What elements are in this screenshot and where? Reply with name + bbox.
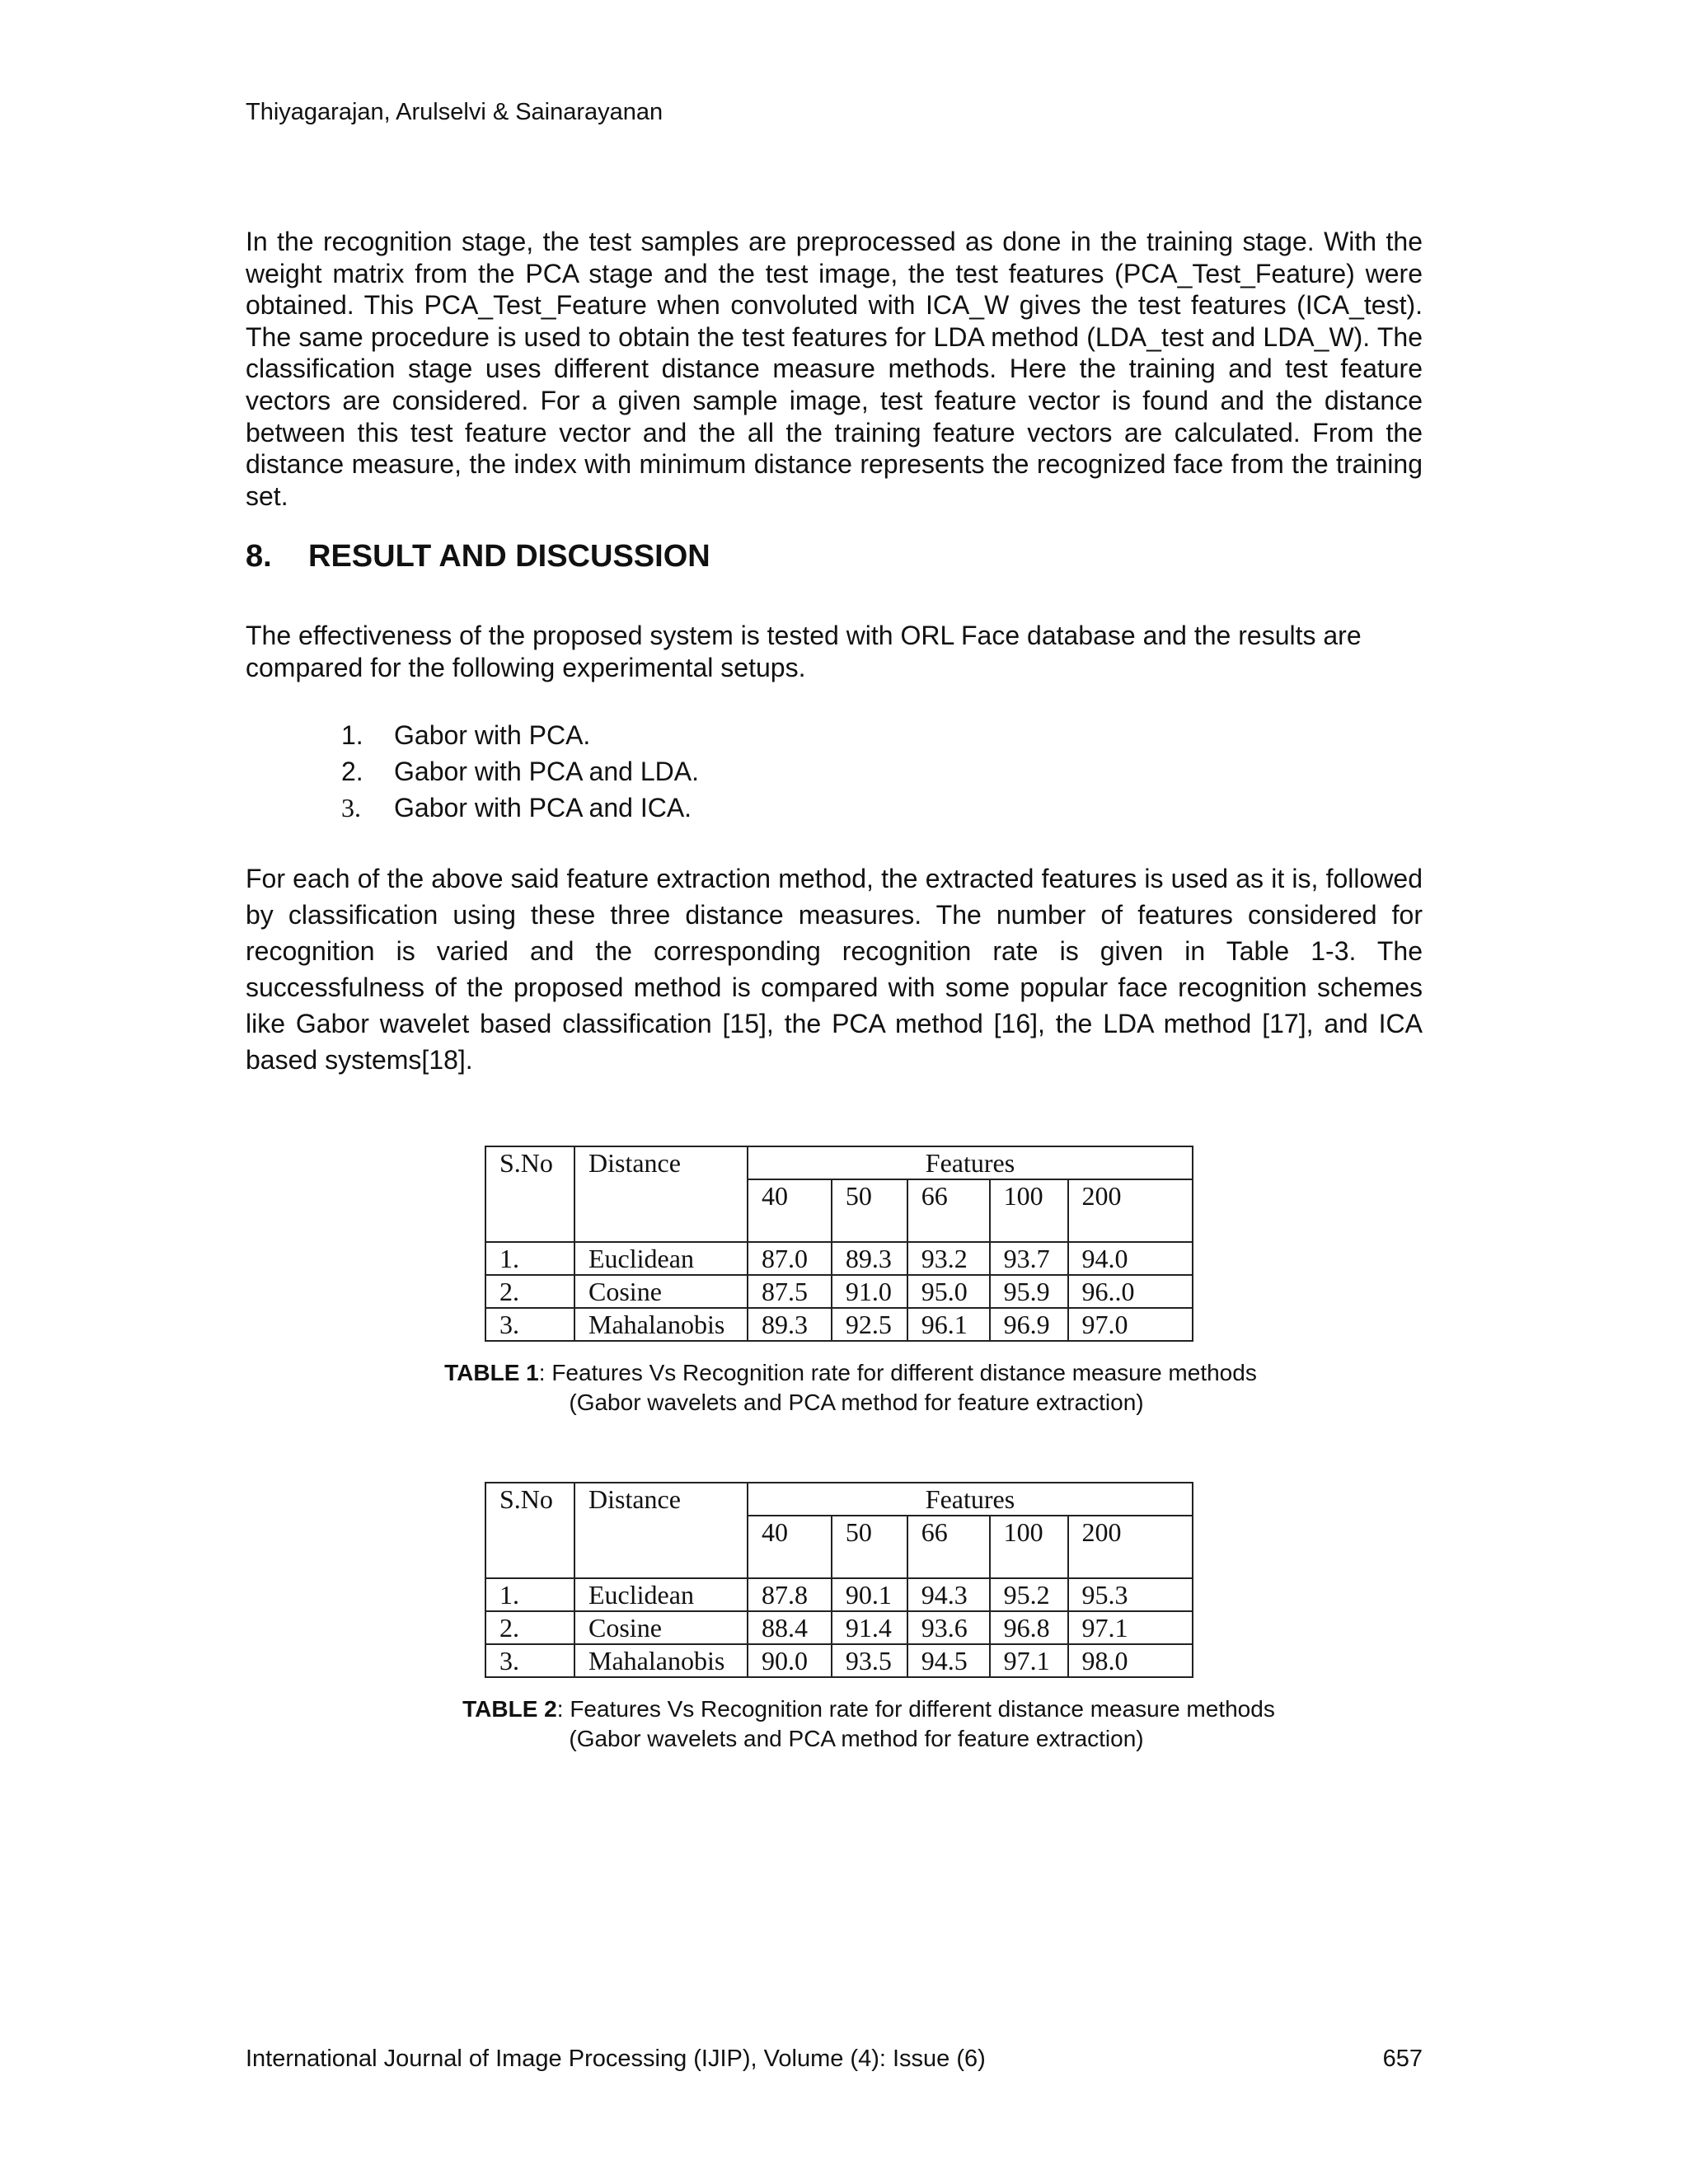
cell-value: 87.5 [748, 1275, 832, 1308]
cell-value: 96.9 [990, 1308, 1068, 1341]
cell-value: 95.0 [907, 1275, 990, 1308]
cell-value: 94.5 [907, 1644, 990, 1677]
cell-value: 92.5 [832, 1308, 907, 1341]
cell-value: 93.2 [907, 1242, 990, 1275]
cell-value: 94.3 [907, 1578, 990, 1611]
cell-value: 90.0 [748, 1644, 832, 1677]
header-feature-count: 40 [748, 1516, 832, 1578]
cell-sno: 2. [485, 1275, 574, 1308]
cell-value: 95.3 [1068, 1578, 1193, 1611]
header-feature-count: 50 [832, 1179, 907, 1242]
caption-label: TABLE 1 [444, 1360, 539, 1385]
running-head: Thiyagarajan, Arulselvi & Sainarayanan [246, 99, 663, 125]
cell-distance: Cosine [574, 1611, 748, 1644]
cell-value: 89.3 [832, 1242, 907, 1275]
header-feature-count: 200 [1068, 1516, 1193, 1578]
cell-distance: Cosine [574, 1275, 748, 1308]
cell-value: 97.0 [1068, 1308, 1193, 1341]
results-table-1 [485, 1146, 1193, 1342]
cell-value: 95.9 [990, 1275, 1068, 1308]
list-item-text: Gabor with PCA and ICA. [394, 793, 692, 823]
cell-value: 93.7 [990, 1242, 1068, 1275]
section-title: RESULT AND DISCUSSION [308, 539, 710, 574]
caption-label: TABLE 2 [462, 1696, 557, 1722]
cell-sno: 1. [485, 1578, 574, 1611]
table-header-row [485, 1483, 1193, 1516]
header-feature-count: 66 [907, 1516, 990, 1578]
list-item [341, 717, 699, 753]
header-feature-count: 200 [1068, 1179, 1193, 1242]
cell-value: 97.1 [990, 1644, 1068, 1677]
cell-sno: 2. [485, 1611, 574, 1644]
cell-distance: Mahalanobis [574, 1644, 748, 1677]
cell-value: 93.5 [832, 1644, 907, 1677]
caption-line-1 [0, 1694, 1688, 1724]
cell-sno: 3. [485, 1644, 574, 1677]
section-number: 8. [246, 539, 272, 574]
header-sno: S.No [485, 1146, 574, 1242]
cell-value: 96.1 [907, 1308, 990, 1341]
cell-distance: Euclidean [574, 1578, 748, 1611]
results-table-2 [485, 1482, 1193, 1678]
cell-value: 91.4 [832, 1611, 907, 1644]
list-item-marker: 2. [341, 757, 363, 786]
caption-line-2: (Gabor wavelets and PCA method for feature extraction) [569, 1726, 1144, 1751]
caption-line-2: (Gabor wavelets and PCA method for feature extraction) [569, 1390, 1144, 1415]
cell-sno: 1. [485, 1242, 574, 1275]
cell-value: 87.8 [748, 1578, 832, 1611]
table-row [485, 1644, 1193, 1677]
header-features: Features [748, 1146, 1193, 1179]
list-item-marker: 1. [341, 720, 363, 750]
cell-value: 89.3 [748, 1308, 832, 1341]
table-2-caption [0, 1694, 1688, 1754]
experimental-setups-list [341, 717, 699, 826]
cell-value: 95.2 [990, 1578, 1068, 1611]
cell-value: 88.4 [748, 1611, 832, 1644]
footer-journal: International Journal of Image Processing (IJIP), Volume (4): Issue (6) [246, 2046, 986, 2072]
cell-distance: Mahalanobis [574, 1308, 748, 1341]
header-feature-count: 40 [748, 1179, 832, 1242]
table-header-row [485, 1146, 1193, 1179]
cell-value: 87.0 [748, 1242, 832, 1275]
paragraph-recognition-stage: In the recognition stage, the test samples are preprocessed as done in the training stage. With the weight matrix from the PCA stage and the test image, the test features (PCA_Test_Feature) were obtained. This PCA_Test_Feature when convoluted with ICA_W gives the test features (ICA_test). The same procedure is used to obtain the test features for LDA method (LDA_test and LDA_W). The classification stage uses different distance measure methods. Here the training and test feature vectors are considered. For a given sample image, test feature vector is found and the distance between this test feature vector and the all the training feature vectors are calculated. From the distance measure, the index with minimum distance represents the recognized face from the training set. [246, 227, 1423, 511]
list-item-text: Gabor with PCA. [394, 720, 591, 750]
paragraph-feature-extraction: For each of the above said feature extraction method, the extracted features is used as it is, followed by classification using these three distance measures. The number of features considered for recognition is varied and the corresponding recognition rate is given in Table 1-3. The successfulness of the proposed method is compared with some popular face recognition schemes like Gabor wavelet based classification [15], the PCA method [16], the LDA method [17], and ICA based systems[18]. [246, 864, 1423, 1075]
table-row [485, 1611, 1193, 1644]
header-features: Features [748, 1483, 1193, 1516]
table-row [485, 1275, 1193, 1308]
cell-value: 94.0 [1068, 1242, 1193, 1275]
cell-value: 93.6 [907, 1611, 990, 1644]
caption-line-1 [0, 1358, 1688, 1388]
list-item-marker: 3. [341, 793, 361, 823]
table-row [485, 1308, 1193, 1341]
caption-text: : Features Vs Recognition rate for different distance measure methods [556, 1696, 1275, 1722]
cell-distance: Euclidean [574, 1242, 748, 1275]
cell-value: 96.8 [990, 1611, 1068, 1644]
cell-value: 90.1 [832, 1578, 907, 1611]
table-row [485, 1242, 1193, 1275]
list-item [341, 790, 699, 826]
caption-text: : Features Vs Recognition rate for different distance measure methods [538, 1360, 1257, 1385]
cell-value: 97.1 [1068, 1611, 1193, 1644]
table-1-caption [0, 1358, 1688, 1418]
list-item-text: Gabor with PCA and LDA. [394, 757, 699, 786]
footer-page-number: 657 [1382, 2046, 1423, 2072]
cell-value: 91.0 [832, 1275, 907, 1308]
header-sno: S.No [485, 1483, 574, 1578]
header-distance: Distance [574, 1483, 748, 1578]
header-feature-count: 100 [990, 1516, 1068, 1578]
header-feature-count: 50 [832, 1516, 907, 1578]
table-row [485, 1578, 1193, 1611]
paragraph-effectiveness: The effectiveness of the proposed system is tested with ORL Face database and the results are compared for the following experimental setups. [246, 621, 1362, 682]
list-item [341, 753, 699, 790]
header-distance: Distance [574, 1146, 748, 1242]
header-feature-count: 66 [907, 1179, 990, 1242]
section-heading [246, 537, 710, 575]
cell-sno: 3. [485, 1308, 574, 1341]
cell-value: 96..0 [1068, 1275, 1193, 1308]
cell-value: 98.0 [1068, 1644, 1193, 1677]
header-feature-count: 100 [990, 1179, 1068, 1242]
